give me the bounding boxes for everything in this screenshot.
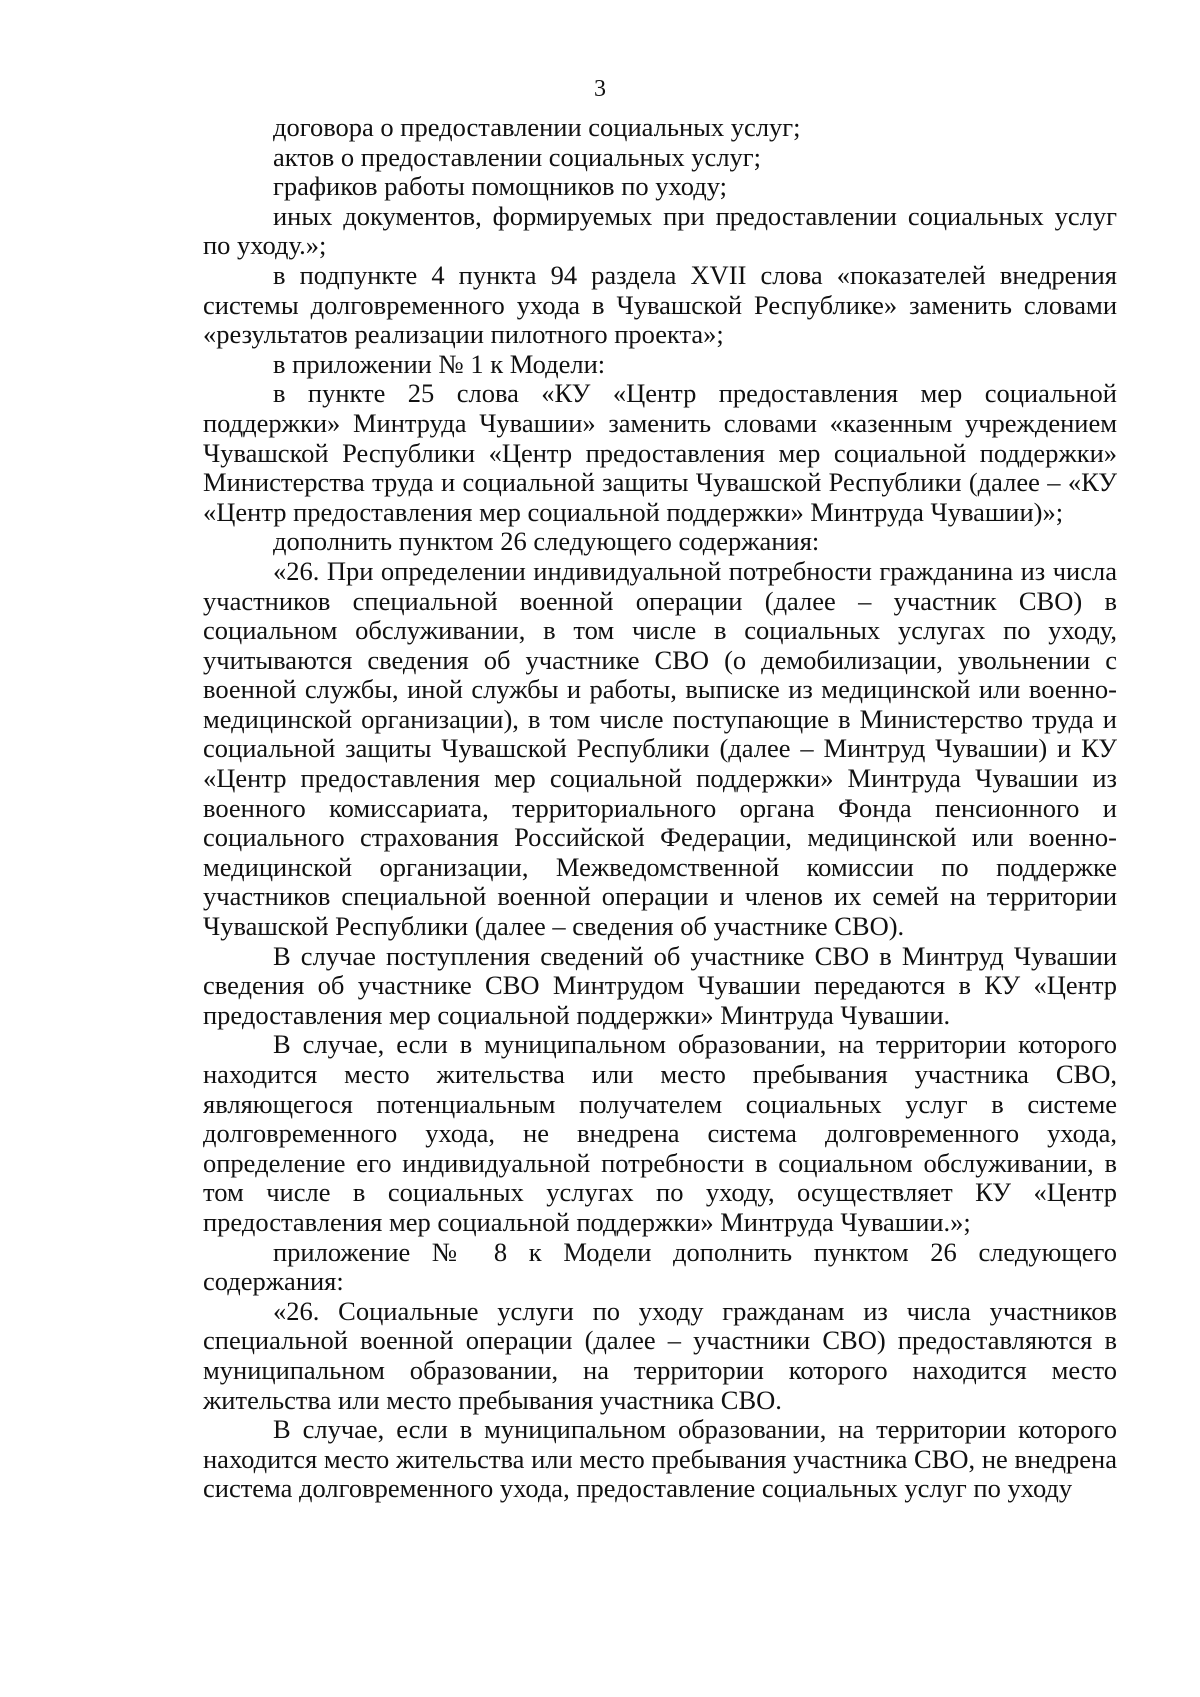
paragraph: в приложении № 1 к Модели: <box>273 348 606 379</box>
paragraph: приложение № 8 к Модели дополнить пунктом 26 следующего содержания: <box>203 1236 1117 1297</box>
paragraph: в пункте 25 слова «КУ «Центр предоставления мер социальной поддержки» Минтруда Чувашии» заменить словами «казенным учреждением Чувашской Республики «Центр предоставления мер социальной поддержки» Министерства труда и социальной защиты Чувашской Республики (далее – «КУ «Центр предоставления мер социальной поддержки» Минтруда Чувашии)»; <box>203 378 1117 527</box>
paragraph: графиков работы помощников по уходу; <box>273 171 727 202</box>
document-body <box>203 113 1117 1504</box>
paragraph: В случае, если в муниципальном образовании, на территории которого находится место жительства или место пребывания участника СВО, являющегося потенциальным получателем социальных услуг в системе долговременного ухода, не внедрена система долговременного ухода, определение его индивидуальной потребности в социальном обслуживании, в том числе в социальных услугах по уходу, осуществляет КУ «Центр предоставления мер социальной поддержки» Минтруда Чувашии.»; <box>203 1029 1117 1237</box>
paragraph: иных документов, формируемых при предоставлении социальных услуг по уходу.»; <box>203 200 1117 261</box>
paragraph: актов о предоставлении социальных услуг; <box>273 141 762 172</box>
paragraph: договора о предоставлении социальных услуг; <box>273 112 801 142</box>
paragraph: в подпункте 4 пункта 94 раздела XVII слова «показателей внедрения системы долговременного ухода в Чувашской Республике» заменить словами «результатов реализации пилотного проекта»; <box>203 259 1117 350</box>
paragraph: В случае, если в муниципальном образовании, на территории которого находится место жительства или место пребывания участника СВО, не внедрена система долговременного ухода, предоставление социальных услуг по уходу <box>203 1414 1117 1504</box>
page-number: 3 <box>594 76 606 102</box>
paragraph: дополнить пунктом 26 следующего содержания: <box>273 526 820 557</box>
paragraph: «26. При определении индивидуальной потребности гражданина из числа участников специальной военной операции (далее – участник СВО) в социальном обслуживании, в том числе в социальных услугах по уходу, учитываются сведения об участнике СВО (о демобилизации, увольнении с военной службы, иной службы и работы, выписке из медицинской или военно-медицинской организации), в том числе поступающие в Министерство труда и социальной защиты Чувашской Республики (далее – Минтруд Чувашии) и КУ «Центр предоставления мер социальной поддержки» Минтруда Чувашии из военного комиссариата, территориального органа Фонда пенсионного и социального страхования Российской Федерации, медицинской или военно-медицинской организации, Межведомственной комиссии по поддержке участников специальной военной операции и членов их семей на территории Чувашской Республики (далее – сведения об участнике СВО). <box>203 555 1117 942</box>
paragraph: «26. Социальные услуги по уходу гражданам из числа участников специальной военной операции (далее – участники СВО) предоставляются в муниципальном образовании, на территории которого находится место жительства или место пребывания участника СВО. <box>203 1295 1117 1415</box>
paragraph: В случае поступления сведений об участнике СВО в Минтруд Чувашии сведения об участнике СВО Минтрудом Чувашии передаются в КУ «Центр предоставления мер социальной поддержки» Минтруда Чувашии. <box>203 940 1117 1030</box>
